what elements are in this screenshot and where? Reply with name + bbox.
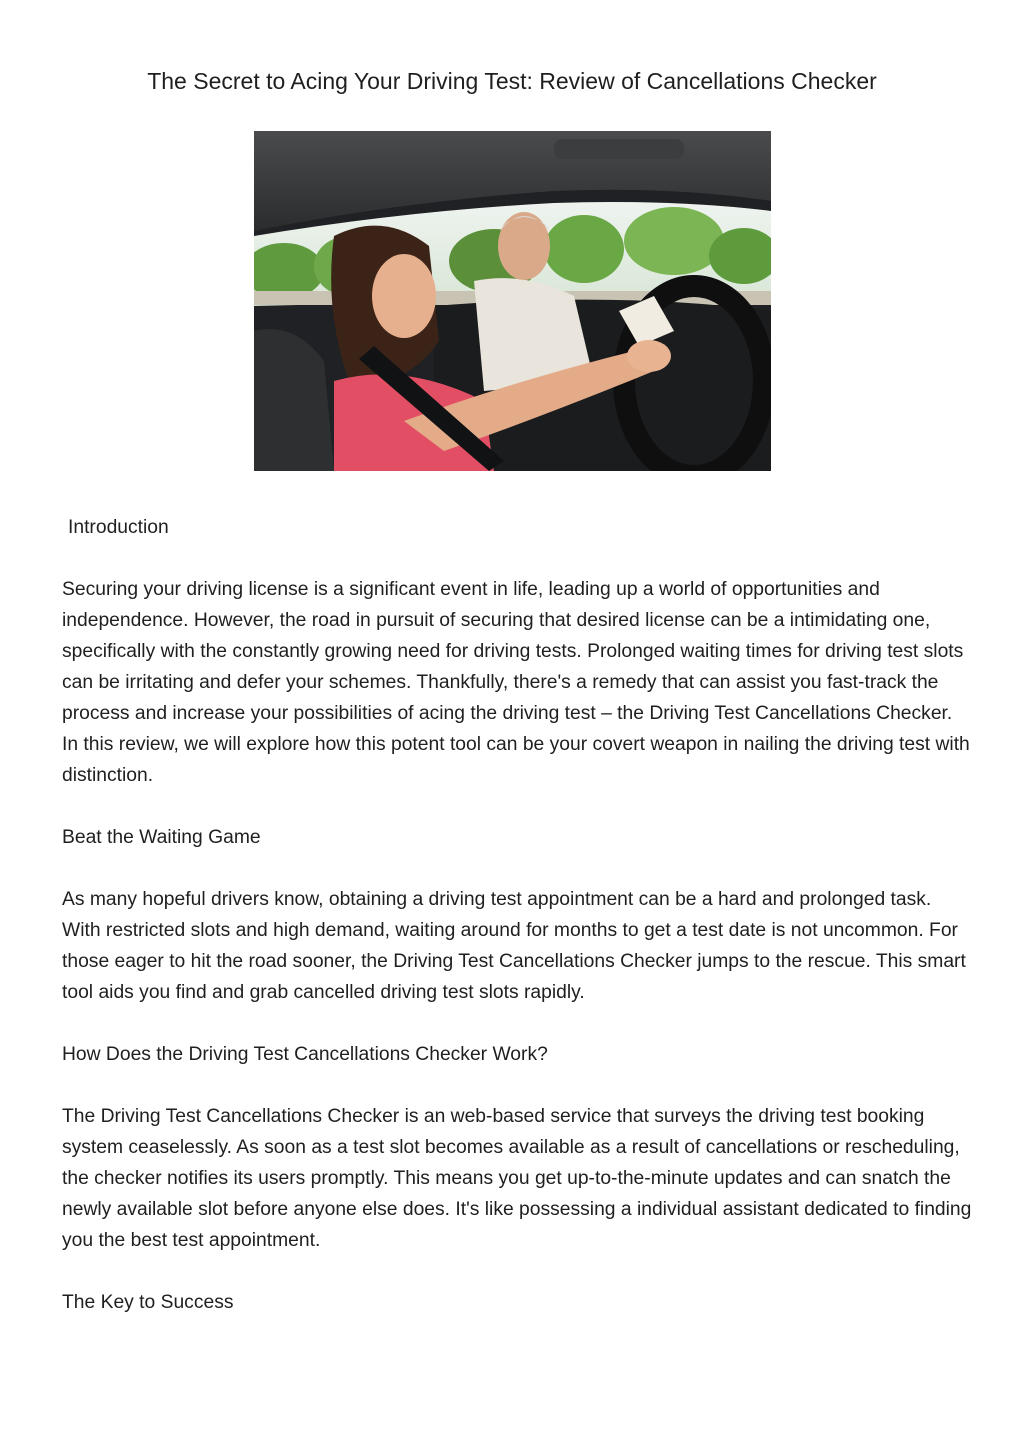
article-body <box>62 512 972 1318</box>
section-heading: The Key to Success <box>62 1292 234 1313</box>
section-heading: Introduction <box>68 517 169 538</box>
car-driving-lesson-photo <box>254 131 771 471</box>
section-heading: How Does the Driving Test Cancellations Checker Work? <box>62 1044 548 1065</box>
section-paragraph: As many hopeful drivers know, obtaining a driving test appointment can be a hard and prolonged task. With restricted slots and high demand, waiting around for months to get a test date is not uncommon. For those eager to hit the road sooner, the Driving Test Cancellations Checker jumps to the rescue. This smart tool aids you find and grab cancelled driving test slots rapidly. <box>62 889 966 1003</box>
section-heading: Beat the Waiting Game <box>62 827 261 848</box>
section-paragraph: The Driving Test Cancellations Checker is an web-based service that surveys the driving test booking system ceaselessly. As soon as a test slot becomes available as a result of cancellations or rescheduling, the checker notifies its users promptly. This means you get up-to-the-minute updates and can snatch the newly available slot before anyone else does. It's like possessing a individual assistant dedicated to finding you the best test appointment. <box>62 1106 972 1251</box>
section-paragraph: Securing your driving license is a significant event in life, leading up a world of opportunities and independence. However, the road in pursuit of securing that desired license can be a intimidating one, specifically with the constantly growing need for driving tests. Prolonged waiting times for driving test slots can be irritating and defer your schemes. Thankfully, there's a remedy that can assist you fast-track the process and increase your possibilities of acing the driving test – the Driving Test Cancellations Checker. In this review, we will explore how this potent tool can be your covert weapon in nailing the driving test with distinction. <box>62 579 970 786</box>
page-title: The Secret to Acing Your Driving Test: Review of Cancellations Checker <box>147 68 877 94</box>
